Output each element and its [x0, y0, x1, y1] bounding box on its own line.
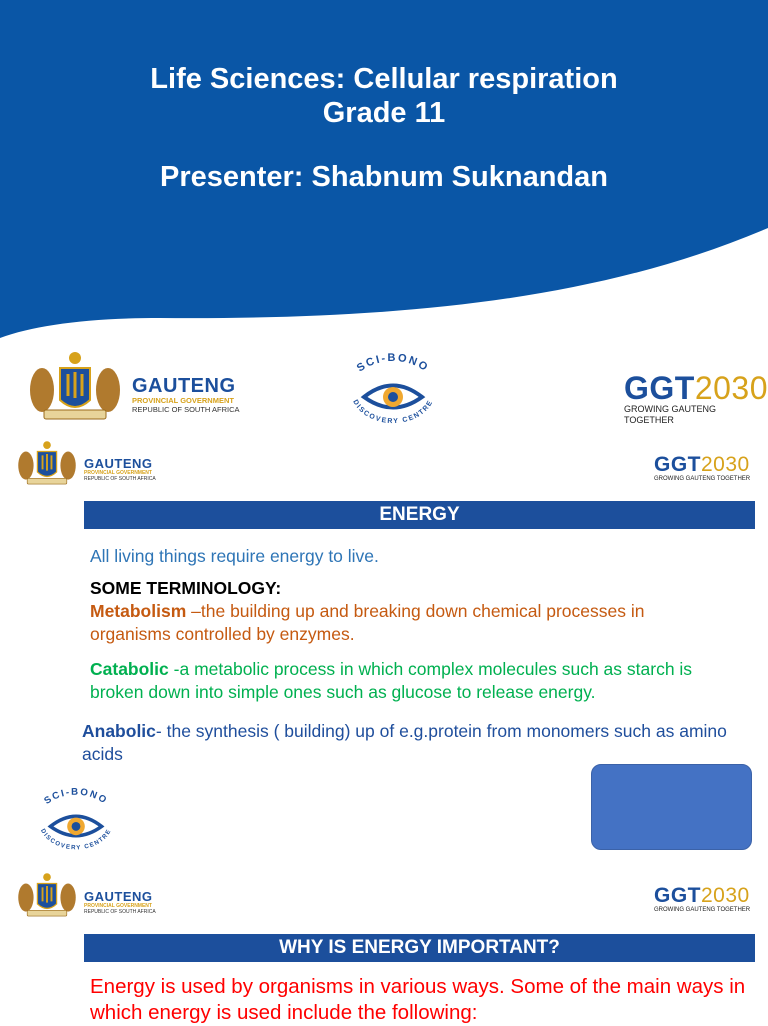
terminology-heading: SOME TERMINOLOGY:	[90, 578, 282, 598]
svg-text:SCI-BONO	[355, 352, 431, 375]
ggt-tagline: GROWING GAUTENG TOGETHER	[624, 404, 716, 425]
energy-heading-bar: ENERGY	[84, 501, 755, 529]
catabolic-term: Catabolic	[90, 659, 169, 679]
energy-uses-intro: Energy is used by organisms in various ways. Some of the main ways in which energy is used include the following:	[90, 975, 746, 1024]
presenter-name: Presenter: Shabnum Suknandan	[160, 161, 608, 193]
ggt2030-logo: GGT2030 GROWING GAUTENG TOGETHER	[654, 453, 751, 482]
gauteng-logo-text: GAUTENG PROVINCIAL GOVERNMENT REPUBLIC OF SOUTH AFRICA	[84, 889, 156, 915]
slide-grade: Grade 11	[322, 97, 446, 129]
anabolic-term: Anabolic	[82, 721, 156, 741]
svg-text:SCI-BONO: SCI-BONO	[42, 786, 110, 807]
title-block	[0, 62, 768, 194]
ggt-main: GGT	[624, 370, 695, 406]
anabolic-definition: Anabolic- the synthesis ( building) up of e.g.protein from monomers such as amino acids	[82, 721, 727, 764]
slide-title: Life Sciences: Cellular respiration	[150, 63, 618, 95]
coat-of-arms-icon	[14, 872, 80, 918]
why-energy-heading-bar: WHY IS ENERGY IMPORTANT?	[84, 934, 755, 962]
coat-of-arms-icon	[24, 350, 126, 422]
metabolism-definition: Metabolism –the building up and breaking down chemical processes in organisms controlled by enzymes.	[90, 601, 645, 644]
catabolic-definition: Catabolic -a metabolic process in which complex molecules such as starch is broken down into simple ones such as glucose to release energy.	[90, 659, 693, 702]
sci-bono-logo-icon	[334, 352, 452, 432]
metabolism-term: Metabolism	[90, 601, 187, 621]
gauteng-sub1: PROVINCIAL GOVERNMENT	[132, 396, 234, 405]
sci-bono-bottom-text: DISCOVERY CENTRE	[351, 398, 435, 426]
gauteng-sub2: REPUBLIC OF SOUTH AFRICA	[132, 405, 240, 414]
svg-text:DISCOVERY CENTRE: DISCOVERY CENTRE	[39, 827, 113, 852]
gauteng-logo-text: GAUTENG PROVINCIAL GOVERNMENT REPUBLIC OF SOUTH AFRICA	[84, 456, 156, 482]
sci-bono-top-text: SCI-BONO	[354, 352, 432, 375]
sci-bono-logo-icon	[24, 786, 128, 858]
ggt2030-logo	[624, 372, 768, 426]
ggt-year: 2030	[694, 370, 768, 406]
gauteng-logo-text	[132, 376, 240, 414]
gauteng-name: GAUTENG	[132, 375, 236, 397]
energy-intro: All living things require energy to live.	[90, 546, 379, 566]
coat-of-arms-icon	[14, 440, 80, 486]
blue-rounded-box	[591, 764, 752, 850]
ggt2030-logo: GGT2030 GROWING GAUTENG TOGETHER	[654, 884, 751, 913]
